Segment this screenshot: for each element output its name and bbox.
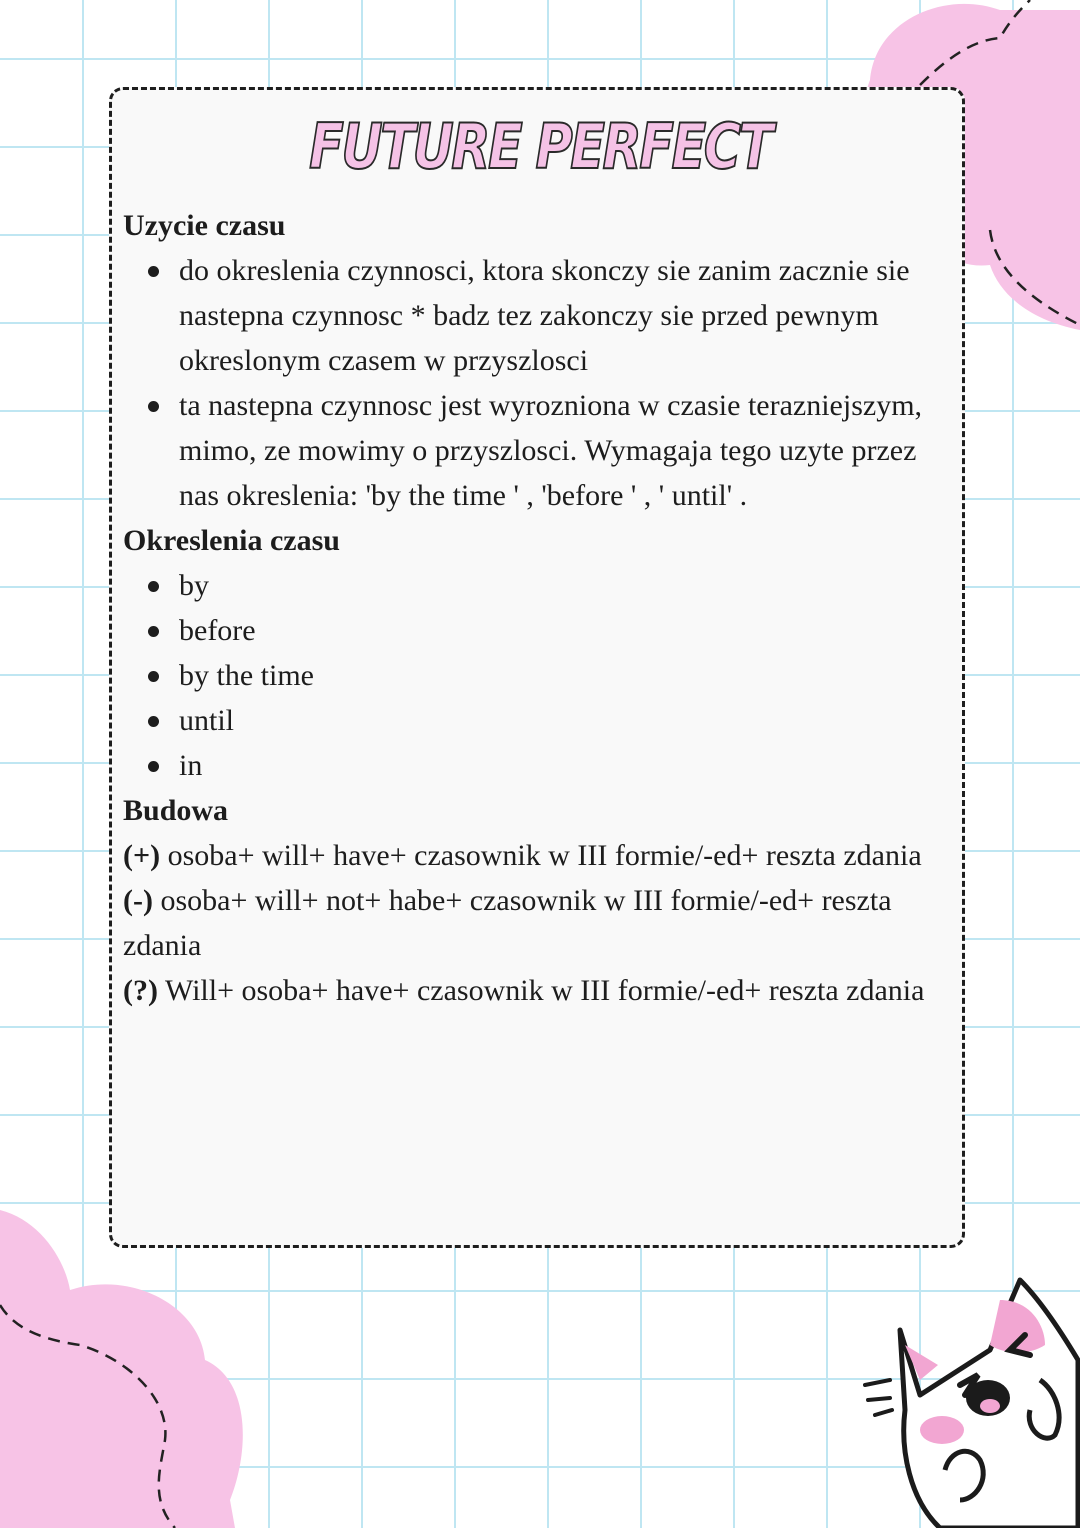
list-item: do okreslenia czynnosci, ktora skonczy sie zanim zacznie sie nastepna czynnosc * badz tez zakonczy sie przed pewnym okreslonym czasem w przyszlosci [123, 248, 953, 383]
time-expressions-list [123, 563, 953, 788]
negative-form [123, 878, 953, 968]
positive-form [123, 833, 953, 878]
positive-symbol: (+) [123, 839, 161, 872]
negative-form-text: osoba+ will+ not+ habe+ czasownik w III formie/-ed+ reszta zdania [123, 884, 892, 962]
usage-heading: Uzycie czasu [123, 209, 286, 242]
question-form-text: Will+ osoba+ have+ czasownik w III formie/-ed+ reszta zdania [164, 974, 925, 1007]
negative-symbol: (-) [123, 884, 153, 917]
positive-form-text: osoba+ will+ have+ czasownik w III formie/-ed+ reszta zdania [167, 839, 922, 872]
question-form [123, 968, 953, 1013]
list-item: by [123, 563, 953, 608]
notes-content [123, 203, 953, 1013]
list-item: in [123, 743, 953, 788]
list-item: by the time [123, 653, 953, 698]
pink-cloud-decoration-bottom-left [0, 1210, 250, 1528]
structure-heading: Budowa [123, 794, 229, 827]
question-symbol: (?) [123, 974, 158, 1007]
time-expressions-heading: Okreslenia czasu [123, 524, 340, 557]
usage-list [123, 248, 953, 518]
laughing-cat-illustration [850, 1270, 1080, 1528]
list-item: until [123, 698, 953, 743]
list-item: before [123, 608, 953, 653]
page-title: FUTURE PERFECT [309, 110, 771, 183]
list-item: ta nastepna czynnosc jest wyrozniona w czasie terazniejszym, mimo, ze mowimy o przyszlosci. Wymagaja tego uzyte przez nas okreslenia: 'by the time ' , 'before ' , ' until' . [123, 383, 953, 518]
